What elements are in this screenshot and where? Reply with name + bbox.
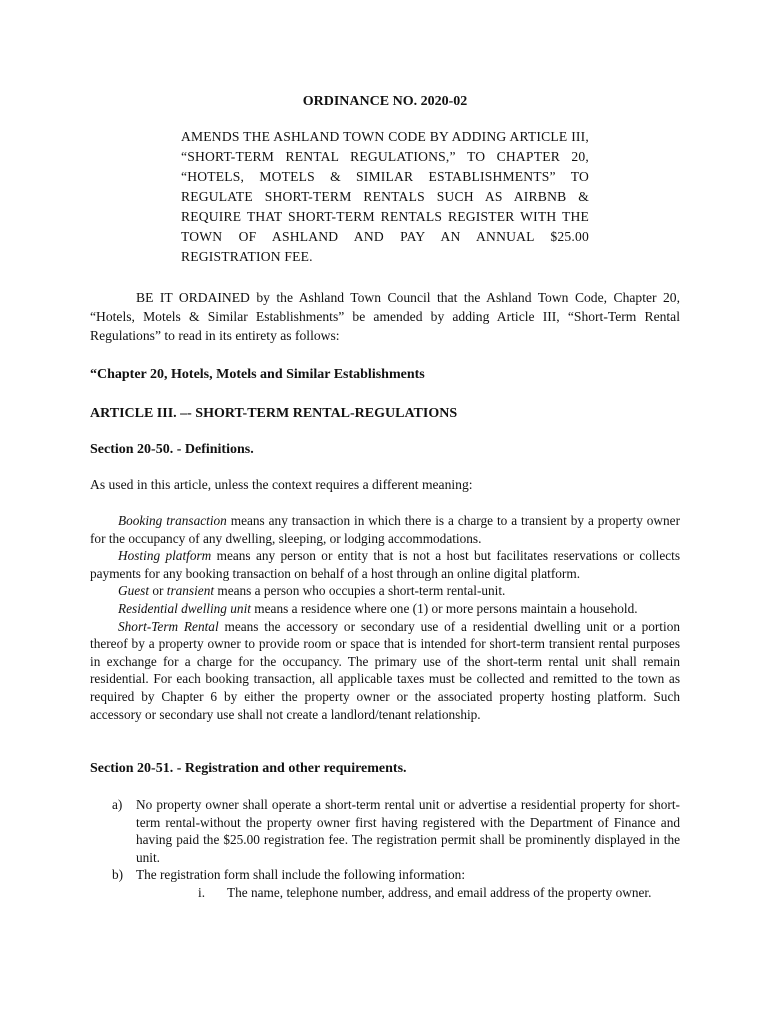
list-item <box>90 866 680 884</box>
definition-short-term-rental <box>90 618 680 724</box>
definition-hosting-platform <box>90 547 680 582</box>
section-20-51-heading: Section 20-51. - Registration and other requirements. <box>90 761 407 776</box>
definitions-list <box>90 512 680 723</box>
sub-list-item-text: The name, telephone number, address, and email address of the property owner. <box>227 884 652 900</box>
definition-text: means any transaction in which there is a charge to a transient by a property owner for the occupancy of any dwelling, sleeping, or lodging accommodations. <box>90 513 681 546</box>
definition-residential-dwelling-unit <box>90 600 680 618</box>
definition-text: means a person who occupies a short-term rental-unit. <box>214 583 506 599</box>
definition-term: Hosting platform <box>118 548 212 564</box>
list-marker: b) <box>112 867 124 883</box>
definition-term: Booking transaction <box>118 513 227 528</box>
list-marker: a) <box>112 797 123 812</box>
definition-term: Short-Term Rental <box>118 618 219 634</box>
sub-list-marker: i. <box>198 884 206 900</box>
definition-guest-transient <box>90 582 680 600</box>
ordinance-title: ORDINANCE NO. 2020-02 <box>302 94 468 109</box>
article-heading: ARTICLE III. –- SHORT-TERM RENTAL-REGULATIONS <box>90 406 458 421</box>
definition-text: means any person or entity that is not a host but facilitates reservations or collects payments for any booking transaction on behalf of a host through an online digital platform. <box>90 548 681 581</box>
definition-text: means a residence where one (1) or more persons maintain a household. <box>250 600 638 616</box>
list-item-text: No property owner shall operate a short-term rental unit or advertise a residential property for short-term rental-without the property owner first having registered with the Department of Finance and having paid the $25.00 registration fee. The registration permit shall be prominently displayed in the unit. <box>136 797 680 865</box>
definition-connector: or <box>149 583 167 599</box>
requirements-list <box>90 796 680 902</box>
definition-term: Guest <box>118 583 150 599</box>
definition-term: transient <box>166 583 215 599</box>
section-20-50-heading: Section 20-50. - Definitions. <box>90 442 254 457</box>
definitions-intro: As used in this article, unless the context requires a different meaning: <box>90 477 473 492</box>
list-item-text: The registration form shall include the following information: <box>136 867 466 883</box>
list-item <box>90 796 680 866</box>
definition-booking-transaction <box>90 512 680 547</box>
definition-term: Residential dwelling unit <box>118 600 251 616</box>
definition-text: means the accessory or secondary use of a residential dwelling unit or a portion thereof by a property owner to provide room or space that is intended for short-term transient rental purposes in exchange for a charge for the occupancy. The primary use of the short-term rental unit shall remain residential. For each booking transaction, all applicable taxes must be collected and remitted to the town as required by Chapter 6 by either the property owner or the associated property hosting platform. Such accessory or secondary use shall not create a landlord/tenant relationship. <box>90 618 680 722</box>
sub-list-item <box>90 884 680 902</box>
ordained-paragraph: BE IT ORDAINED by the Ashland Town Council that the Ashland Town Code, Chapter 20, “Hotels, Motels & Similar Establishments” be amended by adding Article III, “Short-Term Rental Regulations” to read in its entirety as follows: <box>90 290 680 343</box>
chapter-heading: “Chapter 20, Hotels, Motels and Similar Establishments <box>90 367 425 382</box>
ordinance-summary: AMENDS THE ASHLAND TOWN CODE BY ADDING ARTICLE III, “SHORT-TERM RENTAL REGULATIONS,” TO CHAPTER 20, “HOTELS, MOTELS & SIMILAR ESTABLISHMENTS” TO REGULATE SHORT-TERM RENTALS SUCH AS AIRBNB & REQUIRE THAT SHORT-TERM RENTALS REGISTER WITH THE TOWN OF ASHLAND AND PAY AN ANNUAL $25.00 REGISTRATION FEE. <box>181 129 589 264</box>
